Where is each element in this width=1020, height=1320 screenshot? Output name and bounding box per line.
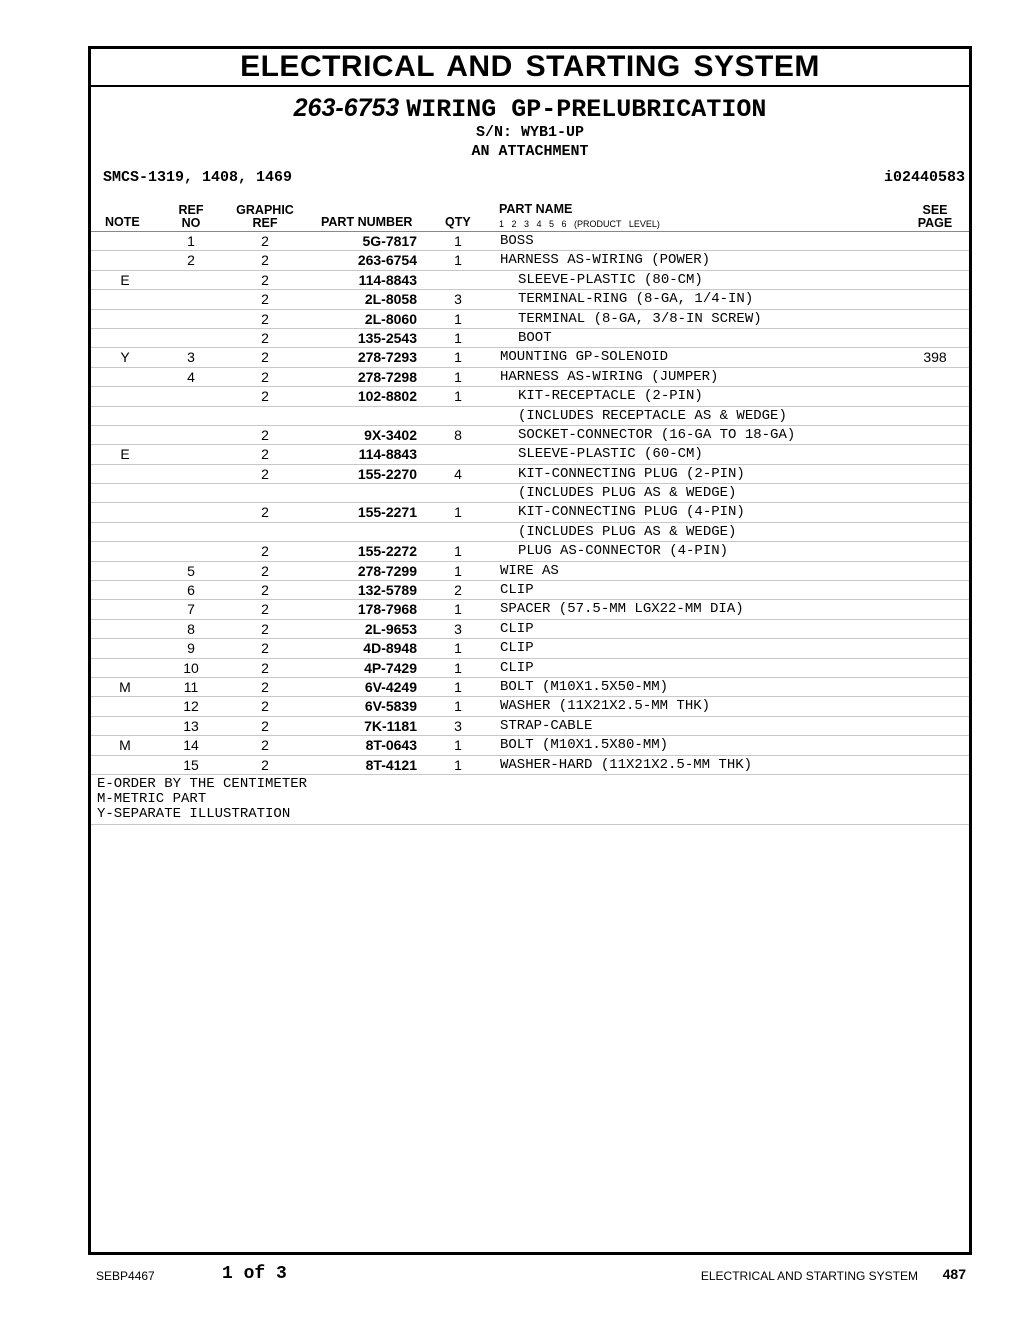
row-qty: 1 — [454, 659, 462, 676]
note-legend-item: Y-SEPARATE ILLUSTRATION — [97, 805, 291, 822]
row-note: M — [119, 737, 131, 754]
row-graphic-ref: 2 — [261, 329, 269, 346]
row-qty: 1 — [454, 678, 462, 695]
row-part-number: 114-8843 — [358, 446, 417, 463]
column-ref-bottom: NO — [181, 216, 201, 230]
row-ref-no: 10 — [183, 659, 199, 676]
table-row — [91, 717, 969, 736]
row-part-number: 4D-8948 — [363, 640, 417, 657]
row-part-name: (INCLUDES PLUG AS & WEDGE) — [518, 523, 737, 540]
row-part-name: BOLT (M10X1.5X50-MM) — [500, 678, 669, 695]
column-graphic-bottom: REF — [252, 216, 278, 230]
table-row — [91, 600, 969, 619]
table-row — [91, 407, 969, 426]
row-qty: 1 — [454, 698, 462, 715]
row-ref-no: 3 — [187, 349, 195, 366]
row-part-name: CLIP — [500, 582, 534, 599]
row-note: M — [119, 678, 131, 695]
row-part-name: WIRE AS — [500, 562, 559, 579]
row-qty: 3 — [454, 717, 462, 734]
row-qty: 1 — [454, 329, 462, 346]
row-part-name: KIT-RECEPTACLE (2-PIN) — [518, 388, 703, 405]
row-part-name: SPACER (57.5-MM LGX22-MM DIA) — [500, 601, 744, 618]
notes-legend — [91, 775, 969, 825]
row-qty: 1 — [454, 640, 462, 657]
row-part-name: CLIP — [500, 659, 534, 676]
table-row — [91, 620, 969, 639]
column-part-name: PART NAME — [499, 202, 573, 216]
row-graphic-ref: 2 — [261, 368, 269, 385]
row-part-number: 4P-7429 — [364, 659, 417, 676]
row-ref-no: 11 — [183, 678, 199, 695]
row-graphic-ref: 2 — [261, 310, 269, 327]
row-part-name: BOSS — [500, 233, 534, 249]
row-ref-no: 6 — [187, 582, 195, 599]
row-qty: 4 — [454, 465, 462, 482]
column-graphic-top: GRAPHIC — [236, 203, 294, 217]
column-ref-no — [176, 204, 206, 230]
column-qty: QTY — [445, 215, 471, 229]
table-row — [91, 290, 969, 309]
row-graphic-ref: 2 — [261, 543, 269, 560]
row-part-name: SOCKET-CONNECTOR (16-GA TO 18-GA) — [518, 426, 796, 443]
row-qty: 2 — [454, 582, 462, 599]
footer-section-name: ELECTRICAL AND STARTING SYSTEM — [700, 1269, 918, 1283]
table-row — [91, 465, 969, 484]
row-graphic-ref: 2 — [261, 601, 269, 618]
row-part-number: 6V-5839 — [364, 698, 417, 715]
row-ref-no: 9 — [187, 640, 195, 657]
row-part-number: 155-2270 — [357, 465, 417, 482]
table-row — [91, 697, 969, 716]
serial-number-range: S/N: WYB1-UP — [475, 124, 585, 141]
row-see-page: 398 — [923, 349, 947, 366]
row-part-name: STRAP-CABLE — [500, 717, 593, 734]
row-graphic-ref: 2 — [261, 465, 269, 482]
row-part-number: 263-6754 — [357, 252, 417, 269]
row-ref-no: 4 — [187, 368, 195, 385]
row-ref-no: 12 — [183, 698, 199, 715]
column-see-page — [915, 204, 955, 230]
row-graphic-ref: 2 — [261, 388, 269, 405]
row-part-name: TERMINAL (8-GA, 3/8-IN SCREW) — [518, 310, 762, 327]
row-graphic-ref: 2 — [261, 659, 269, 676]
table-row — [91, 678, 969, 697]
row-qty: 1 — [454, 388, 462, 405]
row-qty: 8 — [454, 426, 462, 443]
row-qty: 1 — [454, 562, 462, 579]
row-ref-no: 1 — [187, 233, 195, 249]
row-part-number: 5G-7817 — [362, 233, 417, 249]
row-ref-no: 14 — [183, 737, 199, 754]
row-part-name: WASHER-HARD (11X21X2.5-MM THK) — [500, 756, 753, 773]
note-legend-item: E-ORDER BY THE CENTIMETER — [97, 775, 308, 792]
illustration-id: i02440583 — [883, 169, 965, 186]
row-graphic-ref: 2 — [261, 678, 269, 695]
row-graphic-ref: 2 — [261, 737, 269, 754]
row-part-number: 9X-3402 — [364, 426, 417, 443]
footer-page-count: 1 of 3 — [222, 1264, 287, 1284]
row-note: Y — [120, 349, 130, 366]
row-part-number: 8T-0643 — [365, 737, 417, 754]
table-row — [91, 562, 969, 581]
row-qty: 3 — [454, 620, 462, 637]
row-part-name: SLEEVE-PLASTIC (60-CM) — [518, 446, 703, 463]
table-row — [91, 426, 969, 445]
row-part-name: WASHER (11X21X2.5-MM THK) — [500, 698, 711, 715]
row-part-number: 155-2271 — [357, 504, 417, 521]
row-part-number: 278-7298 — [357, 368, 417, 385]
section-title: ELECTRICAL AND STARTING SYSTEM — [91, 49, 969, 87]
row-ref-no: 15 — [183, 756, 199, 773]
row-qty: 1 — [454, 601, 462, 618]
group-name: WIRING GP-PRELUBRICATION — [406, 95, 767, 124]
table-row — [91, 756, 969, 775]
product-level-scale: 1 2 3 4 5 6 (PRODUCT LEVEL) — [499, 219, 660, 229]
row-qty: 1 — [454, 368, 462, 385]
row-part-number: 6V-4249 — [364, 678, 417, 695]
row-qty: 1 — [454, 252, 462, 269]
row-part-number: 114-8843 — [358, 271, 417, 288]
column-part-number: PART NUMBER — [321, 215, 413, 229]
group-number: 263-6753 — [293, 94, 400, 122]
row-part-number: 135-2543 — [357, 329, 417, 346]
row-ref-no: 13 — [183, 717, 199, 734]
row-graphic-ref: 2 — [261, 426, 269, 443]
table-row — [91, 523, 969, 542]
column-note: NOTE — [105, 215, 140, 229]
row-part-number: 2L-8058 — [364, 291, 417, 308]
table-row — [91, 659, 969, 678]
row-qty: 1 — [454, 233, 462, 249]
column-see-top: SEE — [922, 203, 948, 217]
table-row — [91, 542, 969, 561]
table-row — [91, 639, 969, 658]
table-row — [91, 251, 969, 270]
parts-list-frame — [88, 46, 972, 1255]
row-part-number: 2L-9653 — [364, 620, 417, 637]
group-header — [91, 87, 969, 199]
row-graphic-ref: 2 — [261, 252, 269, 269]
row-part-number: 178-7968 — [357, 601, 417, 618]
row-graphic-ref: 2 — [261, 349, 269, 366]
row-graphic-ref: 2 — [261, 291, 269, 308]
row-part-number: 102-8802 — [357, 388, 417, 405]
row-part-name: TERMINAL-RING (8-GA, 1/4-IN) — [518, 291, 754, 308]
row-graphic-ref: 2 — [261, 756, 269, 773]
table-row — [91, 368, 969, 387]
footer-page-number: 487 — [942, 1266, 966, 1282]
row-qty: 1 — [454, 737, 462, 754]
row-qty: 1 — [454, 349, 462, 366]
group-title — [91, 93, 969, 125]
table-row — [91, 310, 969, 329]
row-part-number: 2L-8060 — [364, 310, 417, 327]
row-part-name: BOOT — [518, 329, 552, 346]
row-graphic-ref: 2 — [261, 504, 269, 521]
row-graphic-ref: 2 — [261, 562, 269, 579]
row-part-name: HARNESS AS-WIRING (JUMPER) — [500, 368, 719, 385]
row-ref-no: 2 — [187, 252, 195, 269]
row-part-number: 7K-1181 — [364, 717, 417, 734]
footer-document-number: SEBP4467 — [96, 1269, 155, 1283]
row-graphic-ref: 2 — [261, 717, 269, 734]
row-qty: 1 — [454, 543, 462, 560]
column-ref-top: REF — [178, 203, 204, 217]
column-graphic-ref — [231, 204, 299, 230]
row-part-name: SLEEVE-PLASTIC (80-CM) — [518, 271, 703, 288]
row-part-number: 155-2272 — [357, 543, 417, 560]
row-note: E — [120, 446, 130, 463]
table-row — [91, 348, 969, 367]
row-ref-no: 5 — [187, 562, 195, 579]
row-part-number: 278-7293 — [357, 349, 417, 366]
column-see-bottom: PAGE — [917, 216, 953, 230]
row-part-name: KIT-CONNECTING PLUG (2-PIN) — [518, 465, 745, 482]
table-row — [91, 387, 969, 406]
row-note: E — [120, 271, 130, 288]
note-legend-item: M-METRIC PART — [97, 790, 207, 807]
row-part-name: PLUG AS-CONNECTOR (4-PIN) — [518, 543, 729, 560]
table-row — [91, 484, 969, 503]
table-row — [91, 232, 969, 251]
table-row — [91, 445, 969, 464]
row-qty: 1 — [454, 504, 462, 521]
row-part-name: CLIP — [500, 640, 534, 657]
row-ref-no: 8 — [187, 620, 195, 637]
row-qty: 1 — [454, 310, 462, 327]
row-graphic-ref: 2 — [261, 698, 269, 715]
row-graphic-ref: 2 — [261, 640, 269, 657]
row-part-number: 8T-4121 — [365, 756, 417, 773]
table-row — [91, 329, 969, 348]
row-part-name: (INCLUDES RECEPTACLE AS & WEDGE) — [518, 407, 787, 424]
row-ref-no: 7 — [187, 601, 195, 618]
row-part-name: MOUNTING GP-SOLENOID — [500, 349, 669, 366]
row-graphic-ref: 2 — [261, 271, 269, 288]
row-part-name: BOLT (M10X1.5X80-MM) — [500, 737, 669, 754]
column-header-row — [91, 199, 969, 232]
row-part-number: 278-7299 — [357, 562, 417, 579]
table-row — [91, 271, 969, 290]
row-qty: 3 — [454, 291, 462, 308]
table-row — [91, 581, 969, 600]
smcs-codes: SMCS-1319, 1408, 1469 — [103, 169, 293, 186]
row-part-name: CLIP — [500, 620, 534, 637]
table-row — [91, 503, 969, 522]
attachment-label: AN ATTACHMENT — [471, 143, 589, 160]
page-footer — [0, 1264, 1020, 1288]
table-row — [91, 736, 969, 755]
row-graphic-ref: 2 — [261, 446, 269, 463]
row-part-name: HARNESS AS-WIRING (POWER) — [500, 252, 711, 269]
row-qty: 1 — [454, 756, 462, 773]
row-graphic-ref: 2 — [261, 582, 269, 599]
row-part-number: 132-5789 — [357, 582, 417, 599]
row-part-name: (INCLUDES PLUG AS & WEDGE) — [518, 485, 737, 502]
row-graphic-ref: 2 — [261, 620, 269, 637]
row-part-name: KIT-CONNECTING PLUG (4-PIN) — [518, 504, 745, 521]
row-graphic-ref: 2 — [261, 233, 269, 249]
parts-table-body — [91, 232, 969, 775]
